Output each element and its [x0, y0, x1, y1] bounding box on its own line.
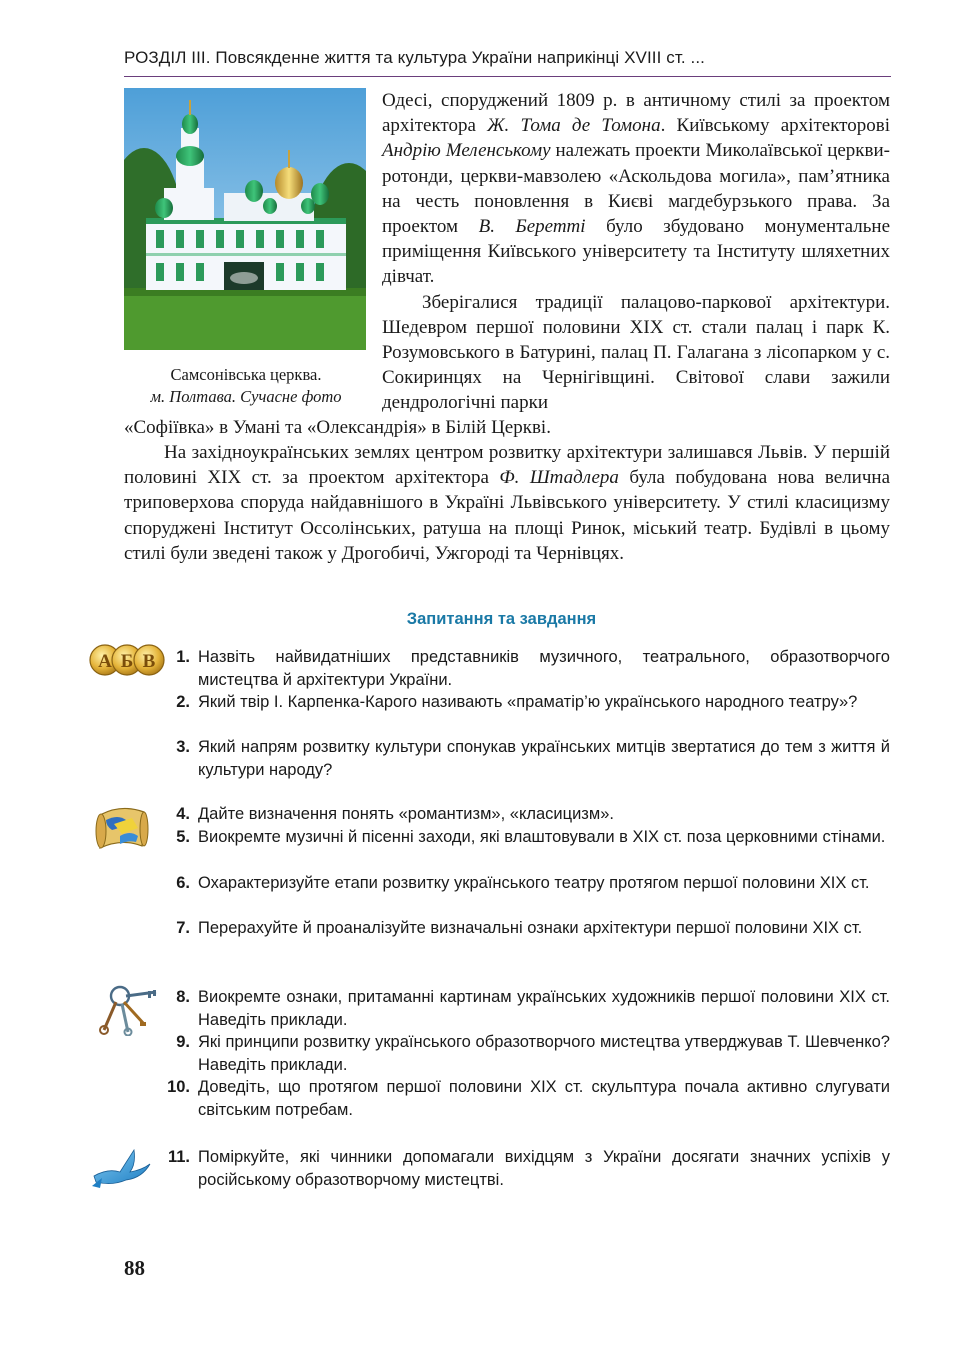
- coin-letter-b: Б: [120, 651, 134, 672]
- header-rule: [124, 76, 891, 77]
- p1-seg-3: Андрію Меленському: [382, 140, 551, 162]
- question-number: 9.: [176, 1033, 190, 1051]
- paragraph-2-tail: «Софіївка» в Умані та «Олександрія» в Білій Церкві.: [124, 417, 551, 438]
- coin-letter-v: В: [142, 651, 156, 672]
- p1-seg-1: Ж. Тома де Томона: [487, 115, 661, 137]
- question-text: Поміркуйте, які чинники допомагали вихідцям з України досягати значних успіхів у російському образотворчому мистецтві.: [198, 1148, 890, 1189]
- p3-seg-2: була побудована нова велична триповерхова споруда найдавнішого в Україні Львівського університету. У стилі класицизму споруджені Інститут Оссолінських, ратуша на площі Ринок, міський театр. Будівлі в цьому стилі були зведені також у Дрогобичі, Ужгороді та Чернівцях.: [124, 467, 891, 564]
- p1-seg-6: було збудовано монументальне приміщення Київського університету та Інституту шляхетних дівчат.: [382, 216, 891, 288]
- caption-source: м. Полтава. Сучасне фото: [150, 387, 342, 406]
- question-text: Перерахуйте й проаналізуйте визначальні ознаки архітектури першої половини XIX ст.: [198, 919, 863, 937]
- question-text: Назвіть найвидатніших представників музичного, театрального, образотворчого мистецтва й архітектури України.: [198, 648, 890, 689]
- paragraph-2: Зберігалися традиції палацово-паркової архітектури. Шедевром першої половини XIX ст. стали палац і парк К. Розумовського в Батурині, палац П. Галагана з лісопарком у с. Сокиринцях на Чернігівщині. Світової слави зажили дендрологічні парки: [382, 291, 890, 414]
- question-number: 7.: [176, 919, 190, 937]
- p1-seg-4: належать проекти Миколаївської церкви-ротонди, церкви-мавзолею «Аскольдова могила», пам’ятника на честь поновлення в Києві магдебурзького права. За проектом: [382, 140, 890, 238]
- bird-icon: [90, 1146, 154, 1195]
- p1-seg-0: Одесі, споруджений 1809 р. в античному стилі за проектом архітектора: [382, 90, 890, 137]
- question-number: 4.: [176, 805, 190, 823]
- question-text: Дайте визначення понять «романтизм», «класицизм».: [198, 805, 614, 823]
- question-number: 3.: [176, 738, 190, 756]
- question-text: Виокремте ознаки, притаманні картинам українських художників першої половини XIX ст. Наведіть приклади.: [198, 988, 890, 1029]
- question-number: 1.: [176, 648, 190, 666]
- p3-seg-0: На західноукраїнських землях центром розвитку архітектури залишався Львів. У першій половині XIX ст. за проектом архітектора: [124, 442, 890, 489]
- p3-seg-1: Ф. Штадлера: [499, 467, 619, 489]
- question-number: 10.: [167, 1078, 190, 1096]
- p1-seg-5: В. Беретті: [478, 216, 586, 238]
- question-text: Охарактеризуйте етапи розвитку українського театру протягом першої половини XIX ст.: [198, 874, 870, 892]
- question-text: Доведіть, що протягом першої половини XIX ст. скульптура почала активно слугувати світським потребам.: [198, 1078, 890, 1119]
- running-header: РОЗДІЛ III. Повсякденне життя та культура України наприкінці XVIII ст. ...: [124, 48, 705, 67]
- question-text: Виокремте музичні й пісенні заходи, які влаштовували в XIX ст. поза церковними стінами.: [198, 828, 886, 846]
- question-text: Який твір І. Карпенка-Карого називають «праматір’ю українського народного театру»?: [198, 693, 858, 711]
- page-number: 88: [124, 1256, 145, 1280]
- church-photo: [124, 88, 366, 350]
- caption-title: Самсонівська церква.: [170, 365, 322, 384]
- map-scroll-icon: [92, 800, 154, 865]
- questions-title: Запитання та завдання: [406, 610, 597, 628]
- question-number: 11.: [167, 1148, 190, 1166]
- coin-letter-a: А: [98, 651, 112, 672]
- paragraph-1: [382, 88, 890, 290]
- question-number: 6.: [176, 874, 190, 892]
- keys-icon: [96, 982, 160, 1041]
- paragraph-3: [124, 440, 890, 566]
- p1-seg-2: . Київському архітекторові: [660, 115, 890, 137]
- coins-abv-icon: [88, 640, 166, 685]
- question-text: Які принципи розвитку українського образотворчого мистецтва утверджував Т. Шевченко? Наведіть приклади.: [198, 1033, 890, 1074]
- question-number: 2.: [176, 693, 190, 711]
- question-number: 5.: [176, 828, 190, 846]
- question-text: Який напрям розвитку культури спонукав українських митців звертатися до тем з життя й культури народу?: [198, 738, 890, 779]
- question-number: 8.: [176, 988, 190, 1006]
- right-column-text: [382, 88, 890, 416]
- figure-caption: [118, 364, 374, 408]
